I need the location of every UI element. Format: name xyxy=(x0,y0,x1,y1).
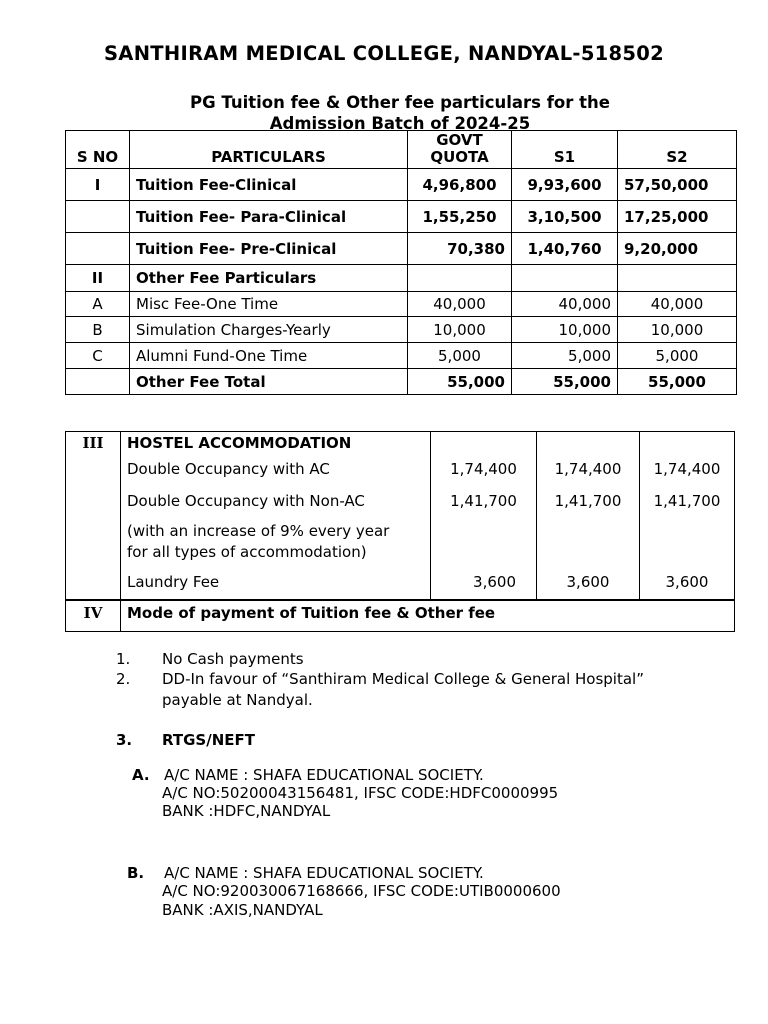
subtitle-line-1: PG Tuition fee & Other fee particulars for the xyxy=(190,93,610,112)
row-govt: 4,96,800 xyxy=(408,169,512,201)
table-row xyxy=(66,292,737,317)
row-govt: 10,000 xyxy=(408,317,512,343)
row-particular: Other Fee Total xyxy=(130,369,408,395)
payment-item-3-num: 3. xyxy=(116,731,133,749)
row-s2: 9,20,000 xyxy=(618,233,737,265)
hostel-nonac-s2: 1,41,700 xyxy=(653,492,721,510)
row-govt: 70,380 xyxy=(408,233,512,265)
header-govt-line2: QUOTA xyxy=(430,148,489,166)
payment-item-2-num: 2. xyxy=(116,670,131,688)
row-s1: 10,000 xyxy=(512,317,618,343)
row-s2: 40,000 xyxy=(618,292,737,317)
payment-item-1 xyxy=(116,650,304,668)
hostel-sno-cell xyxy=(66,432,121,601)
row-sno: C xyxy=(66,343,130,369)
row-sno: II xyxy=(66,265,130,292)
hostel-nonac-govt: 1,41,700 xyxy=(450,492,517,510)
fee-table xyxy=(65,130,737,395)
row-sno: B xyxy=(66,317,130,343)
payment-item-2-line2: payable at Nandyal. xyxy=(162,691,313,709)
table-row xyxy=(66,233,737,265)
account-a-bank: BANK :HDFC,NANDYAL xyxy=(162,802,331,820)
account-a-name: A/C NAME : SHAFA EDUCATIONAL SOCIETY. xyxy=(164,766,484,784)
hostel-laundry-s2: 3,600 xyxy=(665,573,709,591)
page-subtitle xyxy=(0,92,768,134)
account-b-name: A/C NAME : SHAFA EDUCATIONAL SOCIETY. xyxy=(164,864,484,882)
header-s2: S2 xyxy=(618,131,737,169)
fee-table-header xyxy=(66,131,737,169)
hostel-ac-s2: 1,74,400 xyxy=(653,460,721,478)
row-s2: 5,000 xyxy=(618,343,737,369)
row-sno: I xyxy=(66,169,130,201)
hostel-table xyxy=(65,431,735,632)
payment-heading: Mode of payment of Tuition fee & Other fee xyxy=(121,600,735,631)
account-b-label: B. xyxy=(127,864,145,882)
row-sno xyxy=(66,201,130,233)
payment-item-1-text: No Cash payments xyxy=(162,650,304,668)
row-sno: A xyxy=(66,292,130,317)
header-sno: S NO xyxy=(66,131,130,169)
payment-item-1-num: 1. xyxy=(116,650,131,668)
table-row xyxy=(66,169,737,201)
header-s1: S1 xyxy=(512,131,618,169)
row-particular: Simulation Charges-Yearly xyxy=(130,317,408,343)
hostel-row-nonac-label: Double Occupancy with Non-AC xyxy=(127,492,365,510)
account-b-bank: BANK :AXIS,NANDYAL xyxy=(162,901,323,919)
row-s1: 40,000 xyxy=(512,292,618,317)
payment-item-3 xyxy=(116,731,255,749)
row-sno xyxy=(66,369,130,395)
hostel-laundry-s1: 3,600 xyxy=(566,573,610,591)
row-particular: Other Fee Particulars xyxy=(130,265,408,292)
row-s2: 10,000 xyxy=(618,317,737,343)
table-row-total xyxy=(66,369,737,395)
header-govt-quota xyxy=(408,131,512,169)
row-particular: Alumni Fund-One Time xyxy=(130,343,408,369)
page-title: SANTHIRAM MEDICAL COLLEGE, NANDYAL-518502 xyxy=(103,42,665,65)
hostel-ac-s1: 1,74,400 xyxy=(554,460,622,478)
payment-item-3-text: RTGS/NEFT xyxy=(162,731,255,749)
payment-mode-row xyxy=(66,600,735,631)
row-govt: 40,000 xyxy=(408,292,512,317)
header-particulars: PARTICULARS xyxy=(130,131,408,169)
payment-item-2 xyxy=(116,670,644,688)
account-a-number: A/C NO:50200043156481, IFSC CODE:HDFC0000995 xyxy=(162,784,559,802)
row-s2: 57,50,000 xyxy=(618,169,737,201)
account-a-label: A. xyxy=(132,766,150,784)
table-row xyxy=(66,343,737,369)
hostel-row-ac-label: Double Occupancy with AC xyxy=(127,460,330,478)
hostel-s2-cell xyxy=(640,432,735,601)
hostel-nonac-s1: 1,41,700 xyxy=(554,492,622,510)
row-govt: 1,55,250 xyxy=(408,201,512,233)
hostel-labels-cell xyxy=(121,432,431,601)
hostel-laundry-label: Laundry Fee xyxy=(127,573,220,591)
row-s1: 1,40,760 xyxy=(512,233,618,265)
row-s1: 5,000 xyxy=(512,343,618,369)
table-row xyxy=(66,201,737,233)
row-particular: Tuition Fee- Pre-Clinical xyxy=(130,233,408,265)
row-s1: 55,000 xyxy=(512,369,618,395)
row-s2: 17,25,000 xyxy=(618,201,737,233)
subtitle-line-2: Admission Batch of 2024-25 xyxy=(269,114,531,133)
hostel-note-line1: (with an increase of 9% every year xyxy=(127,522,390,540)
table-row xyxy=(66,317,737,343)
row-govt: 5,000 xyxy=(408,343,512,369)
row-s1: 3,10,500 xyxy=(512,201,618,233)
payment-sno: IV xyxy=(66,600,121,631)
row-s2 xyxy=(618,265,737,292)
row-s1: 9,93,600 xyxy=(512,169,618,201)
hostel-ac-govt: 1,74,400 xyxy=(450,460,517,478)
table-row xyxy=(66,265,737,292)
row-particular: Tuition Fee-Clinical xyxy=(130,169,408,201)
row-sno xyxy=(66,233,130,265)
hostel-s1-cell xyxy=(537,432,640,601)
hostel-govt-cell xyxy=(431,432,537,601)
row-s2: 55,000 xyxy=(618,369,737,395)
account-b-number: A/C NO:920030067168666, IFSC CODE:UTIB0000600 xyxy=(162,882,561,900)
row-particular: Misc Fee-One Time xyxy=(130,292,408,317)
hostel-laundry-govt: 3,600 xyxy=(473,573,516,591)
row-govt: 55,000 xyxy=(408,369,512,395)
hostel-section xyxy=(66,432,735,601)
hostel-sno: III xyxy=(82,434,104,452)
row-govt xyxy=(408,265,512,292)
hostel-note-line2: for all types of accommodation) xyxy=(127,543,367,561)
hostel-heading: HOSTEL ACCOMMODATION xyxy=(127,434,352,452)
row-particular: Tuition Fee- Para-Clinical xyxy=(130,201,408,233)
header-govt-line1: GOVT xyxy=(436,131,483,149)
payment-item-2-line1: DD-In favour of “Santhiram Medical College & General Hospital” xyxy=(162,670,644,688)
row-s1 xyxy=(512,265,618,292)
